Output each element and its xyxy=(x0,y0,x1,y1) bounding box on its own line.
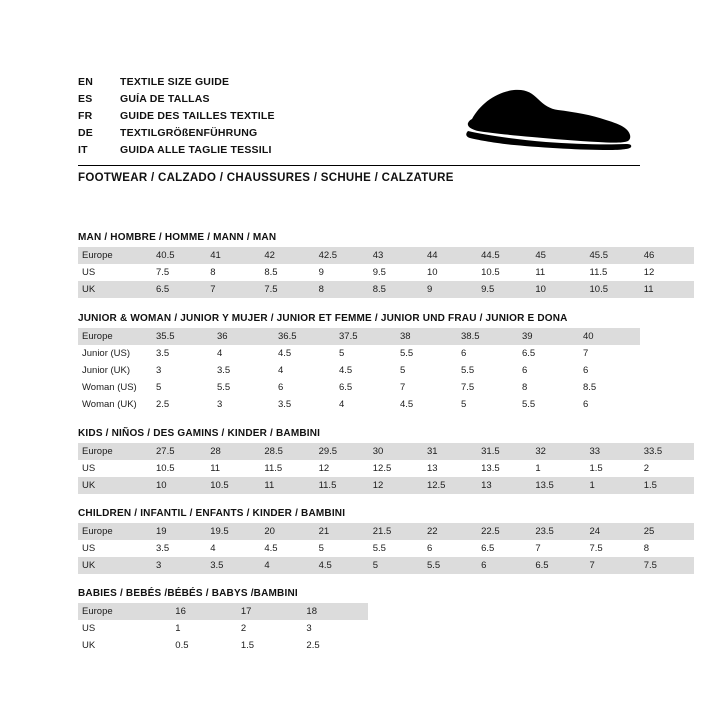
cell: 7.5 xyxy=(457,379,518,396)
cell: 22.5 xyxy=(477,523,531,540)
table-row xyxy=(78,264,694,281)
cell: 4 xyxy=(274,362,335,379)
dress-shoe-silhouette-icon xyxy=(462,82,638,158)
cell: 7 xyxy=(531,540,585,557)
size-table-babies xyxy=(78,603,368,654)
cell: 3 xyxy=(152,557,206,574)
cell: 5 xyxy=(152,379,213,396)
cell: 1.5 xyxy=(237,637,303,654)
cell: 5 xyxy=(315,540,369,557)
language-title: GUÍA DE TALLAS xyxy=(120,93,210,105)
cell: 1 xyxy=(171,620,237,637)
table-row xyxy=(78,328,640,345)
row-label: Junior (UK) xyxy=(78,362,152,379)
section-title: KIDS / NIÑOS / DES GAMINS / KINDER / BAMBINI xyxy=(78,428,321,439)
cell: 5 xyxy=(335,345,396,362)
section-children xyxy=(78,508,657,574)
size-table-children xyxy=(78,523,694,574)
cell: 7.5 xyxy=(640,557,694,574)
section-babies xyxy=(78,588,640,654)
cell: 4 xyxy=(260,557,314,574)
cell: 33 xyxy=(586,443,640,460)
cell: 11 xyxy=(260,477,314,494)
cell: 12 xyxy=(369,477,423,494)
cell: 7.5 xyxy=(260,281,314,298)
cell: 3 xyxy=(152,362,213,379)
cell: 3.5 xyxy=(213,362,274,379)
language-code: FR xyxy=(78,110,93,122)
cell: 6 xyxy=(477,557,531,574)
table-row xyxy=(78,396,640,413)
row-label: UK xyxy=(78,637,171,654)
cell: 36 xyxy=(213,328,274,345)
cell: 11.5 xyxy=(315,477,369,494)
language-title: TEXTILGRÖßENFÜHRUNG xyxy=(120,127,258,139)
language-title: GUIDE DES TAILLES TEXTILE xyxy=(120,110,275,122)
cell: 2.5 xyxy=(152,396,213,413)
cell: 3.5 xyxy=(274,396,335,413)
row-label: Europe xyxy=(78,328,152,345)
cell: 5 xyxy=(396,362,457,379)
cell: 0.5 xyxy=(171,637,237,654)
cell: 6.5 xyxy=(477,540,531,557)
cell: 30 xyxy=(369,443,423,460)
language-code: IT xyxy=(78,144,88,156)
row-label: Junior (US) xyxy=(78,345,152,362)
cell: 13.5 xyxy=(531,477,585,494)
cell: 6.5 xyxy=(531,557,585,574)
cell: 6 xyxy=(518,362,579,379)
row-label: UK xyxy=(78,477,152,494)
table-row xyxy=(78,247,694,264)
cell: 8 xyxy=(206,264,260,281)
row-label: US xyxy=(78,460,152,477)
row-label: Europe xyxy=(78,523,152,540)
cell: 6.5 xyxy=(518,345,579,362)
cell: 1 xyxy=(531,460,585,477)
cell: 20 xyxy=(260,523,314,540)
cell: 40.5 xyxy=(152,247,206,264)
cell: 3.5 xyxy=(152,540,206,557)
row-label: Woman (UK) xyxy=(78,396,152,413)
cell: 5 xyxy=(457,396,518,413)
row-label: US xyxy=(78,264,152,281)
cell: 1 xyxy=(586,477,640,494)
cell: 10.5 xyxy=(586,281,640,298)
language-code: EN xyxy=(78,76,93,88)
cell: 7 xyxy=(396,379,457,396)
section-junior-woman xyxy=(78,313,640,413)
cell: 1.5 xyxy=(586,460,640,477)
cell: 4.5 xyxy=(335,362,396,379)
cell: 6 xyxy=(457,345,518,362)
section-title: CHILDREN / INFANTIL / ENFANTS / KINDER / BAMBINI xyxy=(78,508,346,519)
cell: 29.5 xyxy=(315,443,369,460)
cell: 12.5 xyxy=(423,477,477,494)
cell: 9 xyxy=(315,264,369,281)
language-title: TEXTILE SIZE GUIDE xyxy=(120,76,230,88)
cell: 18 xyxy=(302,603,368,620)
cell: 21.5 xyxy=(369,523,423,540)
cell: 4.5 xyxy=(274,345,335,362)
row-label: Europe xyxy=(78,247,152,264)
cell: 10 xyxy=(152,477,206,494)
cell: 45.5 xyxy=(586,247,640,264)
cell: 2.5 xyxy=(302,637,368,654)
row-label: Woman (US) xyxy=(78,379,152,396)
size-table-junior-woman xyxy=(78,328,640,413)
row-label: Europe xyxy=(78,603,171,620)
cell: 7 xyxy=(206,281,260,298)
cell: 10.5 xyxy=(477,264,531,281)
cell: 6 xyxy=(579,396,640,413)
header-divider xyxy=(78,165,640,166)
cell: 5.5 xyxy=(457,362,518,379)
cell: 11.5 xyxy=(260,460,314,477)
cell: 10.5 xyxy=(206,477,260,494)
cell: 4 xyxy=(335,396,396,413)
cell: 10.5 xyxy=(152,460,206,477)
cell: 46 xyxy=(640,247,694,264)
cell: 3 xyxy=(213,396,274,413)
cell: 5.5 xyxy=(369,540,423,557)
cell: 8 xyxy=(315,281,369,298)
section-title: JUNIOR & WOMAN / JUNIOR Y MUJER / JUNIOR ET FEMME / JUNIOR UND FRAU / JUNIOR E DONA xyxy=(78,313,568,324)
cell: 38.5 xyxy=(457,328,518,345)
cell: 11 xyxy=(531,264,585,281)
cell: 4.5 xyxy=(396,396,457,413)
table-row xyxy=(78,477,694,494)
cell: 8.5 xyxy=(579,379,640,396)
cell: 13 xyxy=(423,460,477,477)
cell: 4 xyxy=(213,345,274,362)
cell: 12 xyxy=(315,460,369,477)
section-title: MAN / HOMBRE / HOMME / MANN / MAN xyxy=(78,232,277,243)
table-row xyxy=(78,523,694,540)
cell: 4.5 xyxy=(260,540,314,557)
cell: 25 xyxy=(640,523,694,540)
cell: 31 xyxy=(423,443,477,460)
cell: 6 xyxy=(274,379,335,396)
row-label: US xyxy=(78,620,171,637)
cell: 5.5 xyxy=(423,557,477,574)
cell: 39 xyxy=(518,328,579,345)
cell: 13.5 xyxy=(477,460,531,477)
cell: 6 xyxy=(579,362,640,379)
row-label: UK xyxy=(78,281,152,298)
cell: 6.5 xyxy=(152,281,206,298)
cell: 42 xyxy=(260,247,314,264)
cell: 6.5 xyxy=(335,379,396,396)
cell: 5.5 xyxy=(396,345,457,362)
cell: 4 xyxy=(206,540,260,557)
table-row xyxy=(78,443,694,460)
cell: 32 xyxy=(531,443,585,460)
cell: 31.5 xyxy=(477,443,531,460)
cell: 8.5 xyxy=(260,264,314,281)
cell: 4.5 xyxy=(315,557,369,574)
cell: 36.5 xyxy=(274,328,335,345)
cell: 16 xyxy=(171,603,237,620)
cell: 12 xyxy=(640,264,694,281)
cell: 22 xyxy=(423,523,477,540)
section-man xyxy=(78,232,655,298)
cell: 19.5 xyxy=(206,523,260,540)
cell: 35.5 xyxy=(152,328,213,345)
cell: 6 xyxy=(423,540,477,557)
cell: 17 xyxy=(237,603,303,620)
cell: 42.5 xyxy=(315,247,369,264)
language-code: DE xyxy=(78,127,93,139)
cell: 5 xyxy=(369,557,423,574)
table-row xyxy=(78,603,368,620)
category-title: FOOTWEAR / CALZADO / CHAUSSURES / SCHUHE / CALZATURE xyxy=(78,172,454,184)
cell: 21 xyxy=(315,523,369,540)
section-kids xyxy=(78,428,663,494)
language-code: ES xyxy=(78,93,93,105)
cell: 7.5 xyxy=(152,264,206,281)
cell: 28.5 xyxy=(260,443,314,460)
cell: 38 xyxy=(396,328,457,345)
section-title: BABIES / BEBÉS /BÉBÉS / BABYS /BAMBINI xyxy=(78,588,298,599)
cell: 3.5 xyxy=(206,557,260,574)
cell: 5.5 xyxy=(518,396,579,413)
cell: 3.5 xyxy=(152,345,213,362)
table-row xyxy=(78,362,640,379)
cell: 45 xyxy=(531,247,585,264)
table-row xyxy=(78,637,368,654)
language-title: GUIDA ALLE TAGLIE TESSILI xyxy=(120,144,272,156)
table-row xyxy=(78,557,694,574)
cell: 7 xyxy=(579,345,640,362)
table-row xyxy=(78,460,694,477)
cell: 41 xyxy=(206,247,260,264)
cell: 11 xyxy=(206,460,260,477)
cell: 7 xyxy=(586,557,640,574)
cell: 44 xyxy=(423,247,477,264)
cell: 11 xyxy=(640,281,694,298)
cell: 43 xyxy=(369,247,423,264)
row-label: UK xyxy=(78,557,152,574)
table-row xyxy=(78,281,694,298)
cell: 24 xyxy=(586,523,640,540)
cell: 11.5 xyxy=(586,264,640,281)
cell: 9.5 xyxy=(477,281,531,298)
cell: 5.5 xyxy=(213,379,274,396)
table-row xyxy=(78,345,640,362)
cell: 37.5 xyxy=(335,328,396,345)
cell: 1.5 xyxy=(640,477,694,494)
table-row xyxy=(78,620,368,637)
cell: 9.5 xyxy=(369,264,423,281)
table-row xyxy=(78,540,694,557)
cell: 8 xyxy=(518,379,579,396)
cell: 40 xyxy=(579,328,640,345)
cell: 9 xyxy=(423,281,477,298)
size-table-kids xyxy=(78,443,694,494)
cell: 28 xyxy=(206,443,260,460)
table-row xyxy=(78,379,640,396)
cell: 2 xyxy=(640,460,694,477)
row-label: Europe xyxy=(78,443,152,460)
cell: 10 xyxy=(423,264,477,281)
cell: 8.5 xyxy=(369,281,423,298)
size-table-man xyxy=(78,247,694,298)
cell: 44.5 xyxy=(477,247,531,264)
cell: 10 xyxy=(531,281,585,298)
cell: 19 xyxy=(152,523,206,540)
cell: 7.5 xyxy=(586,540,640,557)
cell: 8 xyxy=(640,540,694,557)
cell: 2 xyxy=(237,620,303,637)
cell: 13 xyxy=(477,477,531,494)
cell: 3 xyxy=(302,620,368,637)
cell: 23.5 xyxy=(531,523,585,540)
row-label: US xyxy=(78,540,152,557)
cell: 33.5 xyxy=(640,443,694,460)
cell: 27.5 xyxy=(152,443,206,460)
cell: 12.5 xyxy=(369,460,423,477)
